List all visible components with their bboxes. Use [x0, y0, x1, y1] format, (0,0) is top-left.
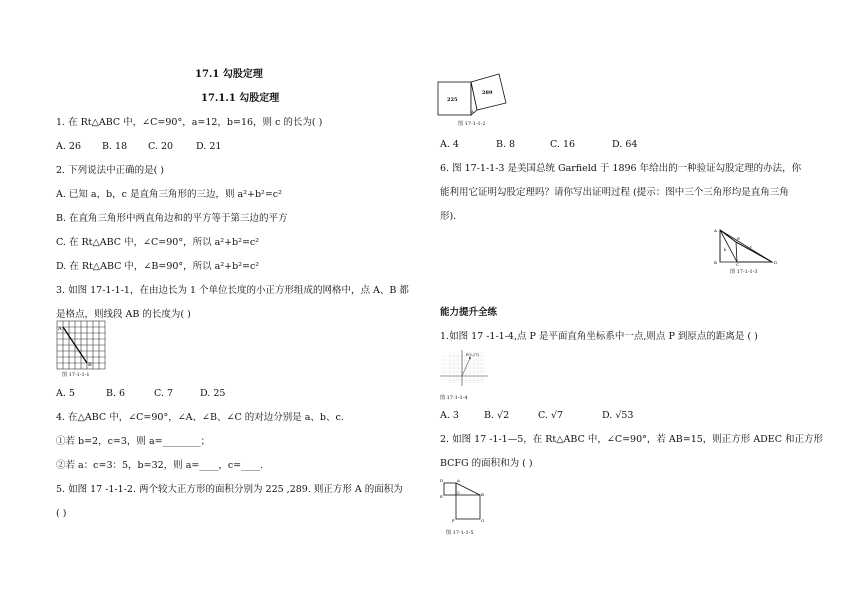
figure-coordinate-plane [440, 348, 504, 394]
section-title: 17.1 勾股定理 [195, 69, 263, 80]
question-2-option-a: A. 已知 a，b，c 是直角三角形的三边，则 a²+b²=c² [56, 189, 282, 200]
label-side-a: a [726, 233, 729, 237]
label-b: B [714, 260, 717, 265]
question-6-line2: 能利用它证明勾股定理吗？请你写出证明过程 (提示：图中三个三角形均是直角三角 [440, 187, 789, 198]
label-d: D [440, 478, 444, 483]
option: D. √53 [602, 410, 634, 421]
question-4-part2: ②若 a：c=3：5，b=32，则 a=____，c=____. [56, 460, 264, 471]
figure-caption: 图 17-1-1-5 [446, 530, 474, 536]
option: D. 64 [612, 139, 638, 150]
question-6-line1: 6. 图 17-1-1-3 是美国总统 Garfield 于 1896 年给出的一种验证勾股定理的办法，你 [440, 163, 802, 174]
point-p-label: P(2,√7) [466, 353, 479, 357]
option: A. 4 [440, 139, 459, 150]
question-4: 4. 在△ABC 中，∠C=90°，∠A、∠B、∠C 的对边分别是 a、b、c. [56, 412, 344, 423]
label-b: B [481, 492, 484, 497]
option: A. 5 [56, 388, 75, 399]
point-a-label: A [58, 326, 62, 332]
label-g: G [481, 518, 485, 523]
area-289-label: 289 [482, 90, 493, 96]
option: B. 8 [496, 139, 516, 150]
question-5-line1: 5. 如图 17 -1-1-2. 两个较大正方形的面积分别为 225 ,289. 则正方形 A 的面积为 [56, 484, 403, 495]
label-d: D [774, 260, 778, 265]
label-f: F [452, 518, 455, 523]
label-a: A [714, 228, 717, 233]
practice-question-2-line1: 2. 如图 17 -1-1—5，在 Rt△ABC 中，∠C=90°，若 AB=15，则正方形 ADEC 和正方形 [440, 434, 824, 445]
practice-question-1-options [440, 410, 633, 422]
figure-caption: 图 17-1-1-1 [62, 372, 90, 378]
area-225-label: 225 [447, 97, 458, 103]
option: A. 26 [56, 141, 81, 152]
question-5-line2: ( ) [56, 508, 67, 519]
question-6-line3: 形). [440, 211, 457, 222]
section-heading: 能力提升全练 [440, 307, 498, 318]
figure-squares [437, 70, 507, 120]
label-side-c: c [750, 245, 752, 249]
question-2-option-c: C. 在 Rt△ABC 中，∠C=90°，所以 a²+b²=c² [56, 237, 260, 248]
figure-two-squares [440, 475, 490, 527]
question-2-option-d: D. 在 Rt△ABC 中，∠B=90°，所以 a²+b²=c² [56, 261, 260, 272]
option: B. √2 [484, 410, 510, 421]
figure-grid [57, 321, 107, 371]
question-5-options [440, 139, 637, 151]
label-e: E [737, 236, 740, 241]
practice-question-1: 1.如图 17 -1-1-4,点 P 是平面直角坐标系中一点,则点 P 到原点的距离是 ( ) [440, 331, 758, 342]
option: C. 7 [154, 388, 174, 399]
question-2: 2. 下列说法中正确的是( ) [56, 165, 165, 176]
question-3-options [56, 388, 225, 400]
point-p [469, 357, 471, 359]
option: C. √7 [538, 410, 564, 421]
label-c: C [457, 490, 461, 495]
figure-trapezoid [712, 224, 782, 266]
figure-caption: 图 17-1-1-2 [458, 121, 486, 127]
option: C. 20 [148, 141, 174, 152]
question-3-line2: 是格点，则线段 AB 的长度为( ) [56, 309, 191, 320]
point-b-label: B [88, 362, 92, 368]
label-e: E [440, 494, 443, 499]
option: B. 6 [106, 388, 126, 399]
question-2-option-b: B. 在直角三角形中两直角边和的平方等于第三边的平方 [56, 213, 288, 224]
question-4-part1: ①若 b=2，c=3，则 a=________； [56, 436, 211, 447]
practice-question-2-line2: BCFG 的面积和为 ( ) [440, 458, 533, 469]
label-c: C [736, 262, 740, 267]
label-side-b: b [724, 248, 727, 252]
option: D. 25 [200, 388, 226, 399]
question-3-line1: 3. 如图 17-1-1-1，在由边长为 1 个单位长度的小正方形组成的网格中，点 A、B 都 [56, 285, 409, 296]
question-1: 1. 在 Rt△ABC 中，∠C=90°，a=12，b=16，则 c 的长为( ) [56, 117, 323, 128]
figure-caption: 图 17-1-1-4 [440, 395, 468, 401]
option: B. 18 [102, 141, 128, 152]
question-1-options [56, 141, 221, 153]
option: A. 3 [440, 410, 459, 421]
square-a-label: A [471, 109, 474, 114]
subsection-title: 17.1.1 勾股定理 [201, 93, 280, 104]
option: C. 16 [550, 139, 576, 150]
option: D. 21 [196, 141, 222, 152]
label-a: A [457, 478, 460, 483]
figure-caption: 图 17-1-1-3 [730, 269, 758, 275]
